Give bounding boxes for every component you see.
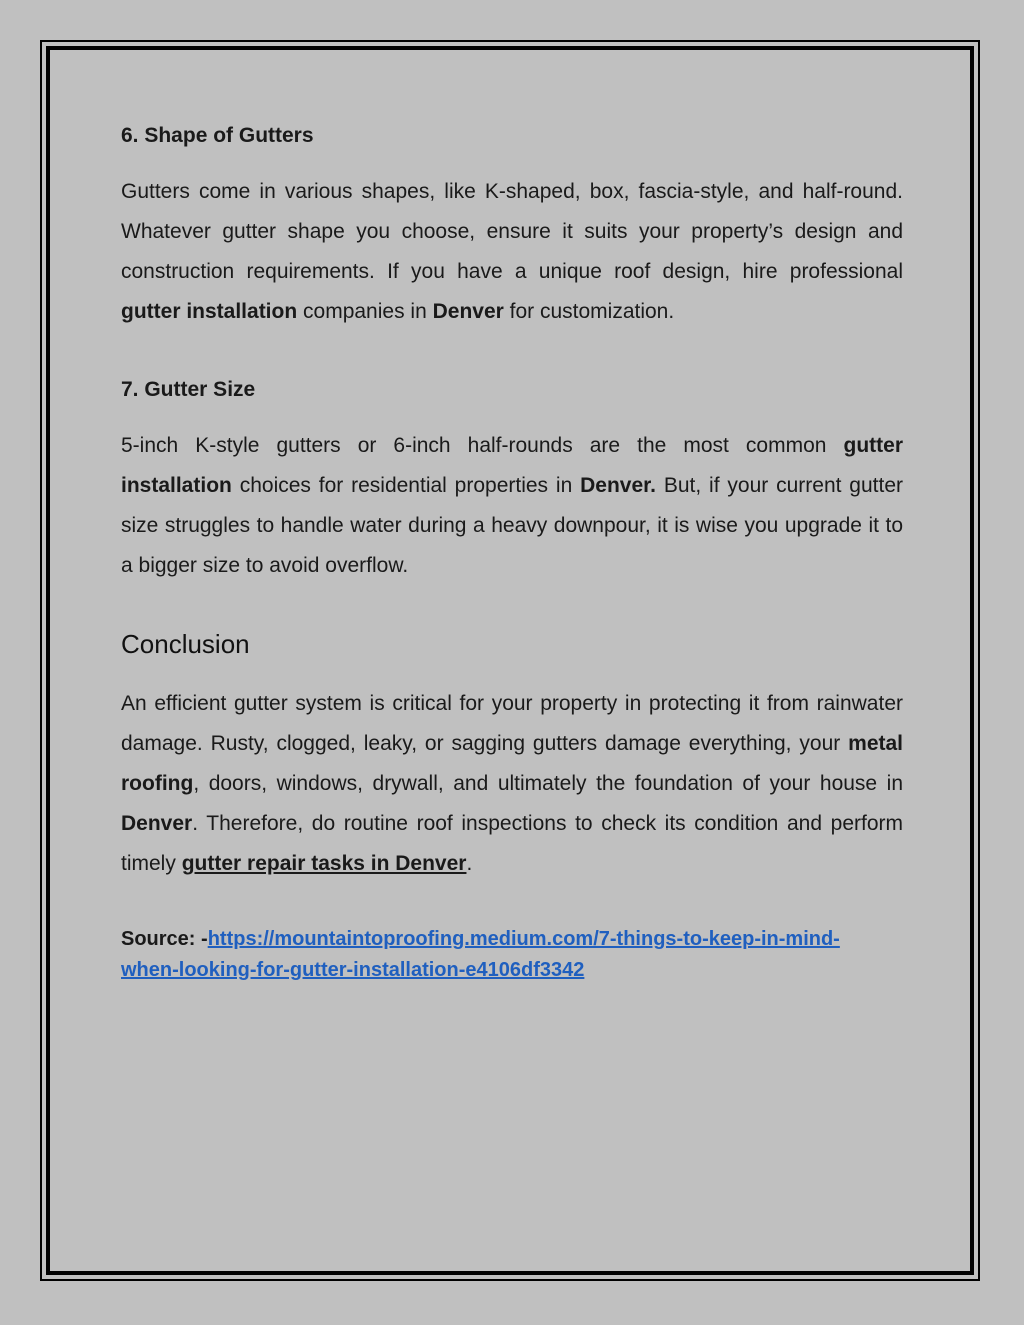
bold-keyword: Denver — [121, 812, 193, 835]
section-heading-shape-of-gutters: 6. Shape of Gutters — [121, 124, 314, 147]
text-run: Gutters come in various shapes, like K-shaped, box, fascia-style, and half-round. Whatever gutter shape you choose, ensure it suits your property’s design and construction requirements. If you have a unique roof design, hire professional — [121, 180, 903, 283]
bold-keyword: gutter installation — [121, 434, 903, 497]
document-body — [121, 118, 903, 986]
paragraph-gutter-size — [121, 426, 903, 586]
bold-keyword: Denver — [432, 300, 504, 323]
source-url-link[interactable] — [121, 928, 840, 981]
text-run: But, if your current gutter size struggles to handle water during a heavy downpour, it is wise you upgrade it to a bigger size to avoid overflow. — [121, 474, 904, 577]
text-run: An efficient gutter system is critical for your property in protecting it from rainwater damage. Rusty, clogged, leaky, or sagging gutters damage everything, your — [121, 692, 903, 755]
paragraph-conclusion — [121, 684, 903, 884]
source-url-line2: when-looking-for-gutter-installation-e4106df3342 — [121, 959, 585, 981]
source-url-line1: https://mountaintoproofing.medium.com/7-things-to-keep-in-mind- — [207, 928, 840, 950]
bold-keyword: gutter installation — [121, 300, 298, 323]
bold-keyword: Denver. — [580, 474, 656, 497]
text-run: , doors, windows, drywall, and ultimately the foundation of your house in — [193, 772, 903, 795]
source-label: Source: - — [121, 928, 208, 950]
gutter-repair-link[interactable]: gutter repair tasks in Denver — [181, 852, 467, 875]
section-heading-gutter-size: 7. Gutter Size — [121, 378, 256, 401]
text-run: . — [466, 852, 473, 875]
text-run: 5-inch K-style gutters or 6-inch half-rounds are the most common — [121, 434, 844, 457]
section-heading-conclusion: Conclusion — [121, 629, 250, 659]
source-citation — [121, 924, 903, 986]
paragraph-shape-of-gutters — [121, 172, 903, 332]
text-run: for customization. — [503, 300, 675, 323]
text-run: . Therefore, do routine roof inspections to check its condition and perform timely — [121, 812, 903, 875]
text-run: companies in — [297, 300, 433, 323]
bold-keyword: metal roofing — [121, 732, 903, 795]
text-run: choices for residential properties in — [231, 474, 581, 497]
